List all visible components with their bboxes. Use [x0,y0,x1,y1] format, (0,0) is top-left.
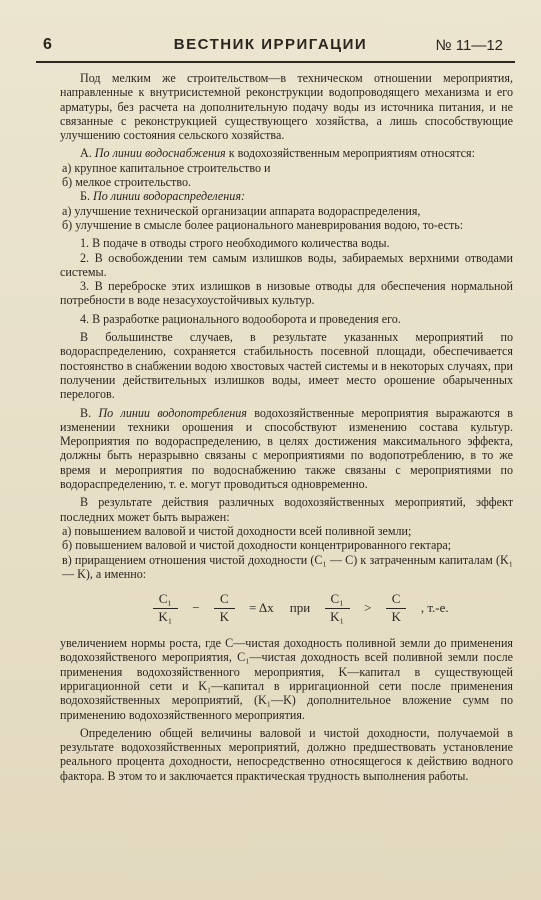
section-a-item-a: а) крупное капитальное строительство и [62,160,271,175]
fraction-denominator: K₁ [330,608,345,624]
issue-number: № 11—12 [435,37,503,54]
section-c-rest: водохозяйственные мероприятия выражаются в изменении техники орошения и способствуют изменению состава культур. Мероприятия по водораспределению, в целях достижения максимального эффекта, должны быть неразрывно связаны с мероприятиями по водопотреблению, в то же время и мероприятия по водоснабжению также связаны с мероприятиями по водораспределению, т. е. могут проводиться одновременно. [60,405,513,492]
section-a-heading [60,146,513,160]
fraction-denominator: K₁ [158,608,173,624]
formula-explanation: увеличением нормы роста, где C—чистая доходность поливной земли до применения водохозяйственого мероприятия, C₁—чистая доходность всей поливной земли после применения водохозяйственного мероприятия, K—капитал в существующей ирригационной сети и K₁—капитал в ирригационной сети после применения водохозяйственных мероприятий, (K₁—K) дополнительное вложение сумм по применению водохозяйственного мероприятия. [60,636,513,722]
section-b-point-3: 3. В переброске этих излишков в низовые отводы для обеспечения нормальной потребности в воде незасухоустойчивых культур. [60,279,513,308]
fraction-c1-k1-condition [324,592,350,624]
pri-word: при [289,599,311,615]
section-b-point-4: 4. В разработке рационального водооборота и проведения его. [80,311,401,326]
section-b-point-1: 1. В подаче в отводы строго необходимого количества воды. [80,236,390,251]
page-number: 6 [43,36,52,53]
fraction-numerator: C [214,592,235,608]
section-a-title: По линии водоснабжения [94,146,226,161]
results-item-a: а) повышением валовой и чистой доходности всей поливной земли; [62,523,412,538]
results-item-b: б) повышением валовой и чистой доходности концентрированного гектара; [62,538,452,553]
section-b-title: По линии водораспределения: [93,189,245,204]
fraction-denominator: K [391,608,401,624]
minus-sign: − [192,599,200,615]
fraction-c-k [214,592,235,624]
section-c-paragraph [60,406,513,492]
fraction-numerator: C₁ [325,592,350,608]
results-item-c: в) приращением отношения чистой доходности (C₁ — C) к затраченным капиталам (K₁ — K), а именно: [62,552,513,581]
section-b-heading [60,189,513,203]
running-header [0,36,541,60]
greater-than-sign: > [364,599,372,615]
header-rule [36,61,515,63]
section-b-letter: Б. [80,189,90,204]
formula-tail: , т.-е. [420,599,449,615]
section-b-summary: В большинстве случаев, в результате указанных мероприятий по водораспределению, сохраняется стабильность посевной площади, обеспечивается постоянство в снабжении водою хвостовых частей системы и в некоторых случаях, при получении действительных излишков воды, имеет место орошение обарыченных перелогов. [60,330,513,402]
journal-title: ВЕСТНИК ИРРИГАЦИИ [173,36,368,53]
section-a-rest: к водохозяйственным мероприятиям относятся: [228,146,475,161]
section-b-point-2: 2. В освобождении тем самым излишков воды, забираемых верхними отводами системы. [60,250,513,279]
results-lead: В результате действия различных водохозяйственных мероприятий, эффект последних может быть выражен: [60,495,513,524]
section-c-letter: В. [80,405,92,420]
section-c-title: По линии водопотребления [98,405,247,420]
fraction-c1-k1 [152,592,178,624]
fraction-c-k-condition [385,592,406,624]
conclusion-paragraph: Определению общей величины валовой и чистой доходности, получаемой в результате водохозяйственных мероприятий, должно предшествовать установление реального процента доходности, непосредственно относящегося к действию водного фактора. В этом то и заключается практическая трудность выполнения работы. [60,725,513,783]
section-a-letter: А. [80,146,92,161]
section-b-item-b: б) улучшение в смысле более рационального маневрирования водою, то-есть: [62,217,464,232]
fraction-numerator: C₁ [153,592,178,608]
article-body [60,71,513,783]
fraction-denominator: K [219,608,230,624]
formula [90,584,513,632]
section-a-item-b: б) мелкое строительство. [62,175,192,190]
section-b-item-a: а) улучшение технической организации аппарата водораспределения, [62,203,421,218]
fraction-numerator: C [386,592,407,608]
equals-delta: = Δx [249,599,274,615]
intro-paragraph: Под мелким же строительством—в техническом отношении мероприятия, направленные к внутрисистемной реконструкции водопроводящего механизма и его арматуры, без расчета на дополнительную подачу воды из источника питания, и не связанные с реконструкцией существующего хозяйства, а лишь способствующие улучшению состояния сельского хозяйства. [60,71,513,143]
